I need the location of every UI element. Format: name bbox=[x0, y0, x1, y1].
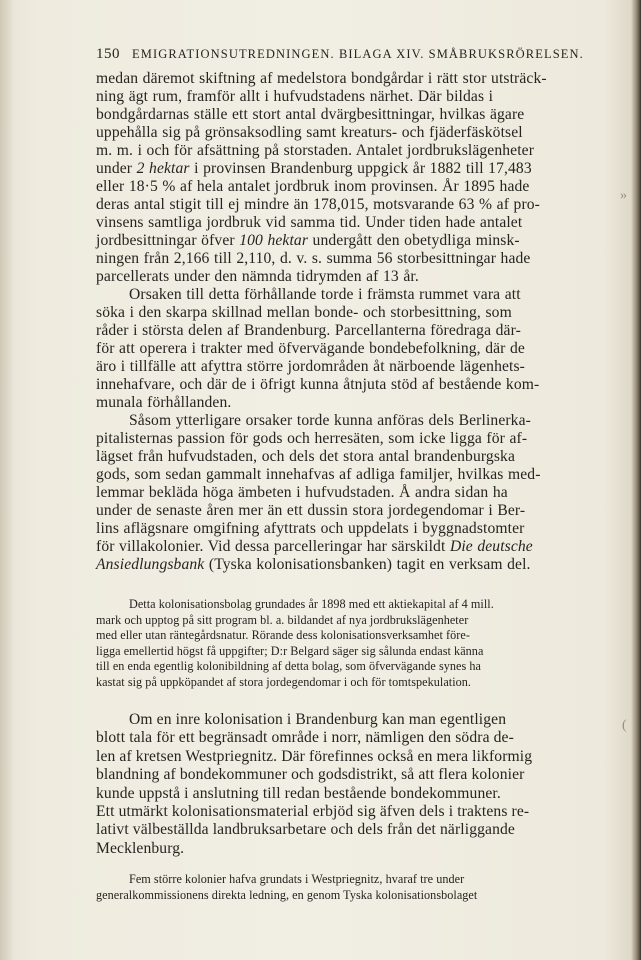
text-line: medan däremot skiftning af medelstora bondgårdar i rätt stor utsträck- bbox=[96, 70, 547, 87]
page-edge-right bbox=[631, 0, 641, 960]
text-line: Om en inre kolonisation i Brandenburg kan man egentligen bbox=[129, 711, 507, 728]
text-line: för att operera i trakter med öfvervägande bondebefolkning, där de bbox=[96, 340, 525, 357]
text-line: parcellerats under den nämnda tidrymden af 13 år. bbox=[96, 268, 419, 285]
text-line: ningen från 2,166 till 2,110, d. v. s. summa 56 storbesittningar hade bbox=[96, 250, 531, 267]
text-line: lins aflägsnare omgifning afyttrats och uppdelats i byggnadstomter bbox=[96, 520, 525, 537]
text-line: under 2 hektar i provinsen Brandenburg uppgick år 1882 till 17,483 bbox=[96, 160, 532, 177]
page-shadow-left bbox=[0, 0, 14, 960]
text-line: uppehålla sig på grönsaksodling samt kreaturs- och fjäderfäskötsel bbox=[96, 124, 523, 141]
footnote-line: mark och upptog på sitt program bl. a. bildandet af nya jordbrukslägenheter bbox=[96, 612, 469, 627]
section-1-text bbox=[96, 70, 601, 574]
footnote-1 bbox=[96, 597, 601, 690]
text-line: eller 18·5 % af hela antalet jordbruk inom provinsen. År 1895 hade bbox=[96, 178, 530, 195]
text-line: vinsens samtliga jordbruk vid samma tid. Under tiden hade antalet bbox=[96, 214, 523, 231]
text-line: Såsom ytterligare orsaker torde kunna anföras dels Berlinerka- bbox=[129, 412, 531, 429]
footnote-line: generalkommissionens direkta ledning, en genom Tyska kolonisationsbolaget bbox=[96, 887, 478, 902]
footnote-line: ligga emellertid högst få uppgifter; D:r Belgard säger sig sålunda endast känna bbox=[96, 643, 484, 658]
text-line: m. m. i och för afsättning på storstaden. Antalet jordbrukslägenheter bbox=[96, 142, 535, 159]
running-title: EMIGRATIONSUTREDNINGEN. BILAGA XIV. SMÅBRUKSRÖRELSEN. bbox=[132, 47, 584, 61]
italic-phrase: Ansiedlungsbank bbox=[96, 556, 205, 573]
text-line: innehafvare, och där de i öfrigt kunna åtnjuta stöd af bestående kom- bbox=[96, 376, 540, 393]
section-2-text bbox=[96, 711, 601, 858]
footnote-line: med eller utan räntegårdsnatur. Rörande dess kolonisationsverksamhet före- bbox=[96, 628, 470, 642]
margin-mark: ( bbox=[622, 718, 627, 733]
text-line: kunde uppstå i anslutning till redan bestående bondekommuner. bbox=[96, 784, 501, 802]
text-line: ning ägt rum, framför allt i hufvudstadens närhet. Där bildas i bbox=[96, 88, 494, 105]
text-line: pitalisternas passion för gods och herresäten, som icke ligga för af- bbox=[96, 430, 528, 447]
text-line: lativt välbeställda landbruksarbetare och dels från det närliggande bbox=[96, 821, 515, 839]
text-line: lägset från hufvudstaden, och dels det stora antal brandenburgska bbox=[96, 448, 515, 465]
footnote-line: kastat sig på uppköpandet af stora jordegendomar i och för tomtspekulation. bbox=[96, 674, 472, 689]
italic-phrase: Die deutsche bbox=[449, 538, 533, 555]
footnote-line: Fem större kolonier hafva grundats i Westpriegnitz, hvaraf tre under bbox=[129, 872, 465, 886]
page-number: 150 bbox=[96, 46, 120, 62]
text-line: lemmar bekläda höga ämbeten i hufvudstaden. Å andra sidan ha bbox=[96, 484, 508, 501]
footnote-2 bbox=[96, 872, 601, 903]
text-line: deras antal stigit till ej mindre än 178,015, motsvarande 63 % af pro- bbox=[96, 196, 540, 213]
text-line: Orsaken till detta förhållande torde i främsta rummet vara att bbox=[129, 286, 521, 303]
text-line: blandning af bondekommuner och godsdistrikt, så att flera kolonier bbox=[96, 766, 525, 784]
text-line: bondgårdarnas ställe ett stort antal dvärgbesittningar, hvilkas ägare bbox=[96, 106, 525, 123]
text-line: gods, som sedan gammalt innehafvas af adliga familjer, hvilkas med- bbox=[96, 466, 541, 483]
footnote-line: till en enda egentlig kolonibildning af detta bolag, som öfvervägande synes ha bbox=[96, 659, 481, 673]
italic-phrase: 2 hektar bbox=[136, 160, 190, 177]
text-line: råder i största delen af Brandenburg. Parcellanterna föredraga där- bbox=[96, 322, 521, 339]
text-line: söka i den skarpa skillnad mellan bonde- och storbesittning, som bbox=[96, 304, 512, 321]
running-header bbox=[96, 46, 596, 63]
text-line: under de senaste åren mer än ett dussin stora jordegendomar i Ber- bbox=[96, 502, 526, 519]
text-line: Mecklenburg. bbox=[96, 839, 185, 857]
text-line: Ansiedlungsbank (Tyska kolonisationsbanken) tagit en verksam del. bbox=[96, 556, 531, 573]
text-line: munala förhållanden. bbox=[96, 394, 232, 411]
text-line: Ett utmärkt kolonisationsmaterial erbjöd sig äfven dels i traktens re- bbox=[96, 802, 530, 820]
text-line: len af kretsen Westpriegnitz. Där förefinnes också en mera likformig bbox=[96, 747, 533, 765]
footnote-line: Detta kolonisationsbolag grundades år 1898 med ett aktiekapital af 4 mill. bbox=[129, 597, 494, 611]
text-line: för villakolonier. Vid dessa parcelleringar har särskildt Die deutsche bbox=[96, 538, 533, 555]
text-line: blott tala för ett begränsadt område i norr, nämligen den södra de- bbox=[96, 729, 514, 747]
italic-phrase: 100 hektar bbox=[239, 232, 309, 249]
margin-mark: » bbox=[620, 188, 627, 203]
text-line: jordbesittningar öfver 100 hektar undergått den obetydliga minsk- bbox=[96, 232, 520, 249]
text-line: äro i tillfälle att afyttra större jordområden åt närboende lägenhets- bbox=[96, 358, 525, 375]
